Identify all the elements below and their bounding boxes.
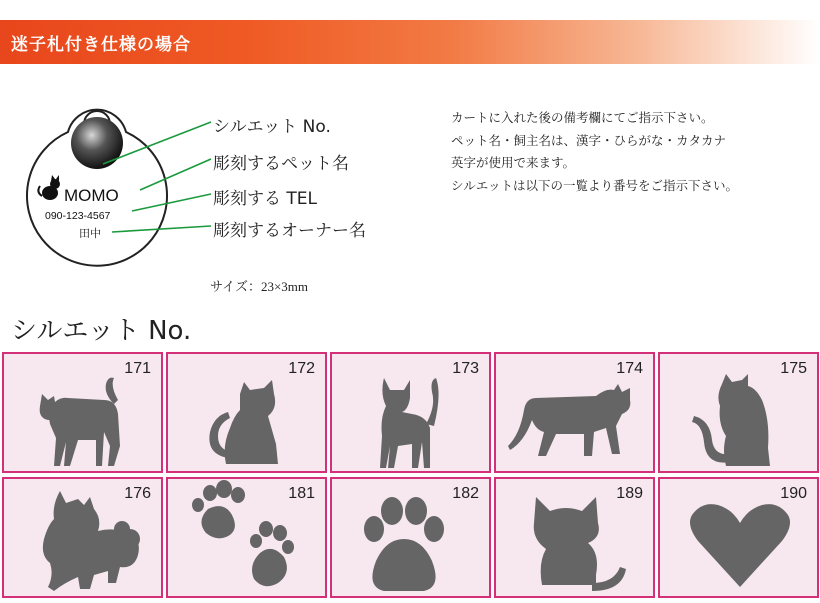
silhouette-number: 182: [452, 485, 479, 502]
tag-pet-name: MOMO: [64, 186, 119, 205]
two-paws-icon: [168, 479, 329, 600]
silhouette-182[interactable]: [330, 477, 491, 598]
instruction-line: カートに入れた後の備考欄にてご指示下さい。: [451, 110, 714, 125]
large-paw-icon: [332, 479, 493, 600]
cat-face-icon: [496, 479, 657, 600]
label-pet-name: 彫刻するペット名: [213, 154, 349, 174]
silhouette-number: 171: [124, 360, 151, 377]
silhouette-181[interactable]: [166, 477, 327, 598]
tag-charm-icon: [71, 117, 123, 169]
banner-title: 迷子札付き仕様の場合: [11, 35, 191, 55]
cat-sitting-icon: [168, 354, 329, 475]
cat-prowling-icon: [496, 354, 657, 475]
silhouette-number: 174: [616, 360, 643, 377]
silhouette-number: 176: [124, 485, 151, 502]
silhouette-173[interactable]: [330, 352, 491, 473]
silhouette-number: 175: [780, 360, 807, 377]
silhouette-174[interactable]: [494, 352, 655, 473]
heart-icon: [660, 479, 820, 600]
instruction-line: シルエットは以下の一覧より番号をご指示下さい。: [451, 177, 738, 193]
silhouette-189[interactable]: [494, 477, 655, 598]
silhouette-number: 190: [780, 485, 807, 502]
silhouette-172[interactable]: [166, 352, 327, 473]
silhouette-number: 172: [288, 360, 315, 377]
tag-tel: 090-123-4567: [45, 210, 111, 222]
section-title: シルエット No.: [11, 316, 192, 346]
silhouette-number: 173: [452, 360, 479, 377]
cat-standing-icon: [332, 354, 493, 475]
cat-sitting-back-icon: [660, 354, 820, 475]
silhouette-190[interactable]: [658, 477, 819, 598]
label-owner: 彫刻するオーナー名: [213, 221, 366, 241]
silhouette-grid: [0, 352, 820, 603]
tag-diagram: [0, 80, 420, 280]
silhouette-number: 189: [616, 485, 643, 502]
size-note: サイズ：23×3mm: [210, 279, 309, 294]
label-tel: 彫刻する TEL: [213, 189, 318, 209]
label-silhouette-no: シルエット No.: [213, 117, 331, 137]
pet-tag-illustration: [0, 80, 420, 280]
silhouette-171[interactable]: [2, 352, 163, 473]
instruction-line: 英字が使用で来ます。: [451, 155, 576, 170]
fluffy-cat-icon: [4, 479, 165, 600]
instructions: [451, 107, 738, 197]
section-banner: [0, 20, 820, 64]
cat-walking-icon: [4, 354, 165, 475]
silhouette-175[interactable]: [658, 352, 819, 473]
tag-owner: 田中: [79, 228, 101, 240]
silhouette-number: 181: [288, 485, 315, 502]
silhouette-176[interactable]: [2, 477, 163, 598]
instruction-line: ペット名・飼主名は、漢字・ひらがな・カタカナ: [451, 132, 727, 148]
